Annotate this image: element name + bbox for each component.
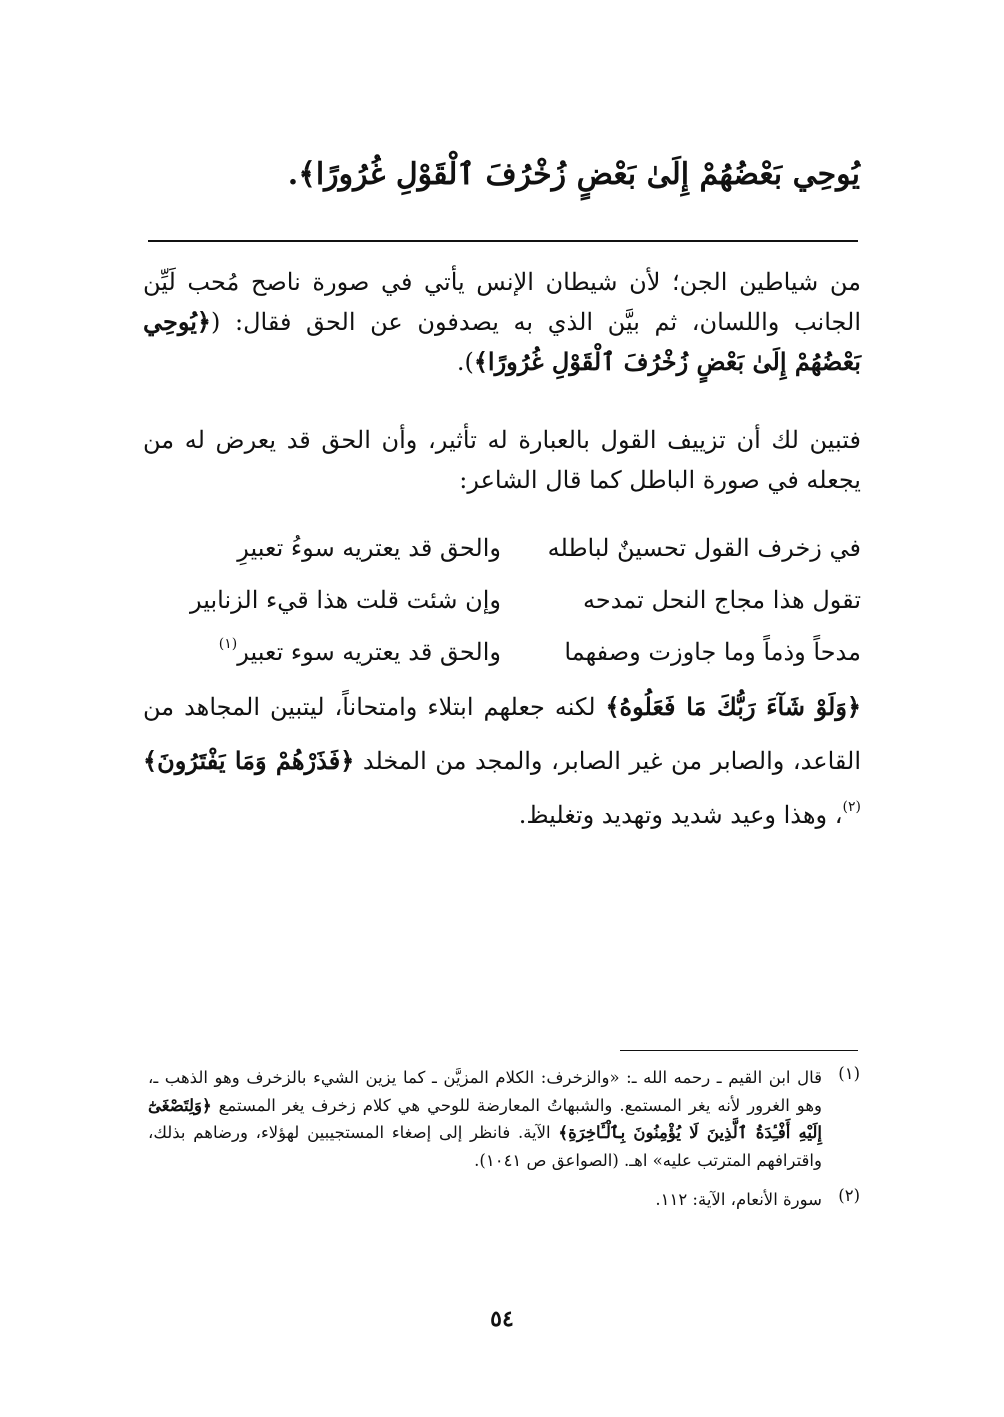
verse-first-hemistich: تقول هذا مجاج النحل تمدحه — [583, 586, 861, 614]
verse-second-hemistich: وإن شئت قلت هذا قيء الزنابير — [190, 586, 501, 614]
paragraph-3-text-1: لكنه جعلهم ابتلاء وامتحاناً، ليتبين المجاهد من القاعد، والصابر من غير الصابر، والمجد من المخلد — [143, 693, 861, 775]
footnote-text: سورة الأنعام، الآية: ١١٢. — [655, 1190, 822, 1209]
poem-verse — [143, 522, 861, 574]
footnote-divider — [620, 1050, 858, 1051]
poem — [143, 522, 861, 678]
verse-second-hemistich — [143, 626, 501, 678]
paragraph-3-text-2: ، وهذا وعيد شديد وتهديد وتغليظ. — [518, 801, 843, 829]
paragraph-1-quran-quote: ﴿يُوحِي بَعْضُهُمْ إِلَىٰ بَعْضٍ زُخْرُفَ ٱلْقَوْلِ غُرُورًا﴾ — [143, 307, 861, 376]
paragraph-2-text: فتبين لك أن تزييف القول بالعبارة له تأثير، وأن الحق قد يعرض له من يجعله في صورة الباطل كما قال الشاعر: — [143, 426, 861, 494]
footnote-text-b: الآية. فانظر إلى إصغاء المستجيبين لهؤلاء، ورضاهم بذلك، واقترافهم المترتب عليه» اهـ. (الصواعق ص ١٠٤١). — [148, 1123, 822, 1170]
footnote-ref-1[interactable]: (١) — [218, 636, 238, 652]
page-number: ٥٤ — [490, 1306, 514, 1332]
paragraph-2 — [143, 420, 861, 500]
paragraph-1-text: من شياطين الجن؛ لأن شيطان الإنس يأتي في صورة ناصح مُحب لَيِّن الجانب واللسان، ثم بيَّن الذي به يصدفون عن الحق فقال: — [143, 268, 861, 336]
footnote — [148, 1064, 860, 1174]
footnotes — [148, 1064, 860, 1214]
header-verse-text: يُوحِي بَعْضُهُمْ إِلَىٰ بَعْضٍ زُخْرُفَ ٱلْقَوْلِ غُرُورًا﴾. — [287, 157, 860, 192]
verse-second-hemistich: والحق قد يعتريه سوءُ تعبيرِ — [237, 534, 501, 562]
footnote-text — [148, 1064, 822, 1174]
verse-second-text: والحق قد يعتريه سوء تعبير — [237, 638, 501, 666]
footnote-ref-2[interactable]: (٢) — [842, 799, 861, 815]
paragraph-3 — [143, 680, 861, 846]
footnote-quran-quote: ﴿وَلِتَصْغَىٰٓ إِلَيْهِ أَفْـِٔدَةُ ٱلَّذِينَ لَا يُؤْمِنُونَ بِٱلْـَٔاخِرَةِ﴾ — [148, 1095, 822, 1142]
paragraph-1 — [143, 262, 861, 382]
paragraph-3-quran-quote-1: ﴿وَلَوْ شَآءَ رَبُّكَ مَا فَعَلُوهُ﴾ — [605, 692, 862, 721]
footnote — [148, 1186, 860, 1214]
verse-first-hemistich: مدحاً وذماً وما جاوزت وصفهما — [564, 638, 861, 666]
paragraph-1-quote-open: ( — [210, 308, 221, 336]
footnote-number: (٢) — [838, 1186, 860, 1205]
verse-first-hemistich: في زخرف القول تحسينٌ لباطله — [547, 534, 861, 562]
poem-verse — [143, 574, 861, 626]
paragraph-1-quote-close: ). — [456, 348, 474, 376]
poem-verse — [143, 626, 861, 678]
header-verse — [160, 150, 860, 200]
footnote-number: (١) — [838, 1064, 860, 1083]
header-divider — [148, 240, 858, 242]
footnote-text-a: قال ابن القيم ـ رحمه الله ـ: «والزخرف: الكلام المزيَّن ـ كما يزين الشيء بالزخرف وهو الذهب ـ، وهو الغرور لأنه يغر المستمع. والشبهاتُ المعارضة للوحي هي كلام زخرف يغر المستمع — [148, 1068, 822, 1115]
paragraph-3-quran-quote-2: ﴿فَذَرْهُمْ وَمَا يَفْتَرُونَ﴾ — [143, 746, 355, 775]
